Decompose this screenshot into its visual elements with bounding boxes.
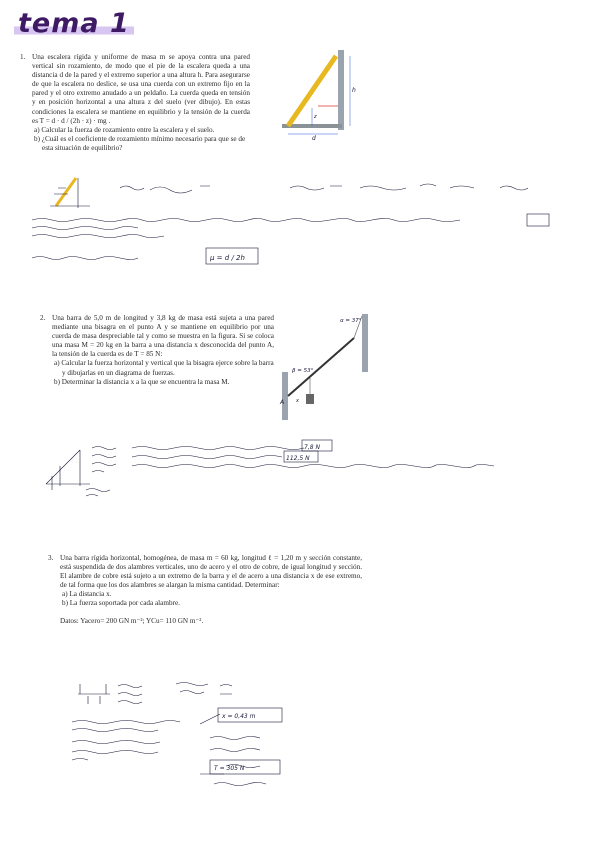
problem-statement: Una escalera rígida y uniforme de masa m se apoya contra una pared vertical sin rozamiento, de modo que el pie de la escalera queda a una distancia d de la pared y el extremo superior a una altura h. Para asegurarse de que la escalera no deslice, se usa una cuerda con un extremo fijo en la pared y el otro extremo anudado a un peldaño. La cuerda queda en tensión y en posición horizontal a una altura z del suelo (ver dibujo). En estas condiciones la escalera se mantiene en equilibrio y la tensión de la cuerda es T = d · d / (2h · z) · mg . [32, 53, 250, 125]
result-distance: x = 0,43 m [222, 713, 256, 720]
result-vertical-force: 112,5 N [286, 455, 310, 462]
label-x: x [296, 398, 299, 404]
problem-3 [48, 554, 362, 626]
label-d: d [312, 135, 316, 142]
upper-wall [362, 314, 368, 372]
problem-data: Datos: Yacero= 200 GN m⁻²; YCu= 110 GN m⁻². [60, 616, 204, 625]
handwritten-solution-3 [70, 680, 300, 800]
label-alpha: α = 37° [340, 318, 362, 324]
problem-subquestion-a: a) Calcular la fuerza de rozamiento entre la escalera y el suelo. [34, 125, 215, 134]
wall [338, 50, 344, 130]
problem-subquestion-b: b) ¿Cuál es el coeficiente de rozamiento mínimo necesario para que se de esta situación de equilibrio? [34, 134, 246, 152]
ladder-figure [276, 48, 360, 140]
result-mu: μ = d / 2h [210, 254, 245, 262]
problem-number: 3. [48, 554, 54, 562]
label-z: z [314, 114, 317, 120]
problem-subquestion-a: a) Calcular la fuerza horizontal y vertical que la bisagra ejerce sobre la barra y dibujarlas en un diagrama de fuerzas. [54, 359, 274, 377]
problem-number: 2. [40, 314, 46, 322]
problem-number: 1. [20, 53, 26, 61]
bar-figure [280, 312, 376, 422]
problem-subquestion-a: a) La distancia x. [62, 590, 112, 599]
hanging-mass [306, 394, 314, 404]
label-h: h [352, 87, 356, 94]
problem-subquestion-b: b) La fuerza soportada por cada alambre. [62, 599, 180, 608]
problem-1 [20, 53, 250, 153]
lower-wall [282, 372, 288, 420]
result-horizontal-force: 7,8 N [304, 444, 320, 451]
label-beta: β = 53° [292, 368, 314, 374]
page-title: tema 1 [14, 8, 134, 39]
result-force: T = 305 N [214, 765, 245, 772]
problem-statement: Una barra de 5,0 m de longitud y 3,8 kg de masa está sujeta a una pared mediante una bisagra en el punto A y se mantiene en equilibrio por una cuerda de masa despreciable tal y como se muestra en la figura. Si se coloca una masa M = 20 kg en la barra a una distancia x desconocida del punto A, la tensión de la cuerda es de T = 85 N: [52, 314, 274, 359]
problem-statement: Una barra rígida horizontal, homogénea, de masa m = 60 kg, longitud ℓ = 1,20 m y sección constante, está suspendida de dos alambres verticales, uno de acero y el otro de cobre, de igual longitud y sección. El alambre de cobre está sujeto a un extremo de la barra y el de acero a una distancia x de ese extremo, de tal forma que los dos alambres se alargan la misma cantidad. Determinar: [60, 554, 362, 590]
handwritten-solution-1 [30, 176, 560, 266]
problem-subquestion-b: b) Determinar la distancia x a la que se encuentra la masa M. [54, 377, 230, 386]
handwritten-solution-2 [40, 440, 550, 500]
bar [288, 338, 354, 396]
label-A: A [280, 399, 285, 406]
problem-2 [40, 314, 274, 387]
